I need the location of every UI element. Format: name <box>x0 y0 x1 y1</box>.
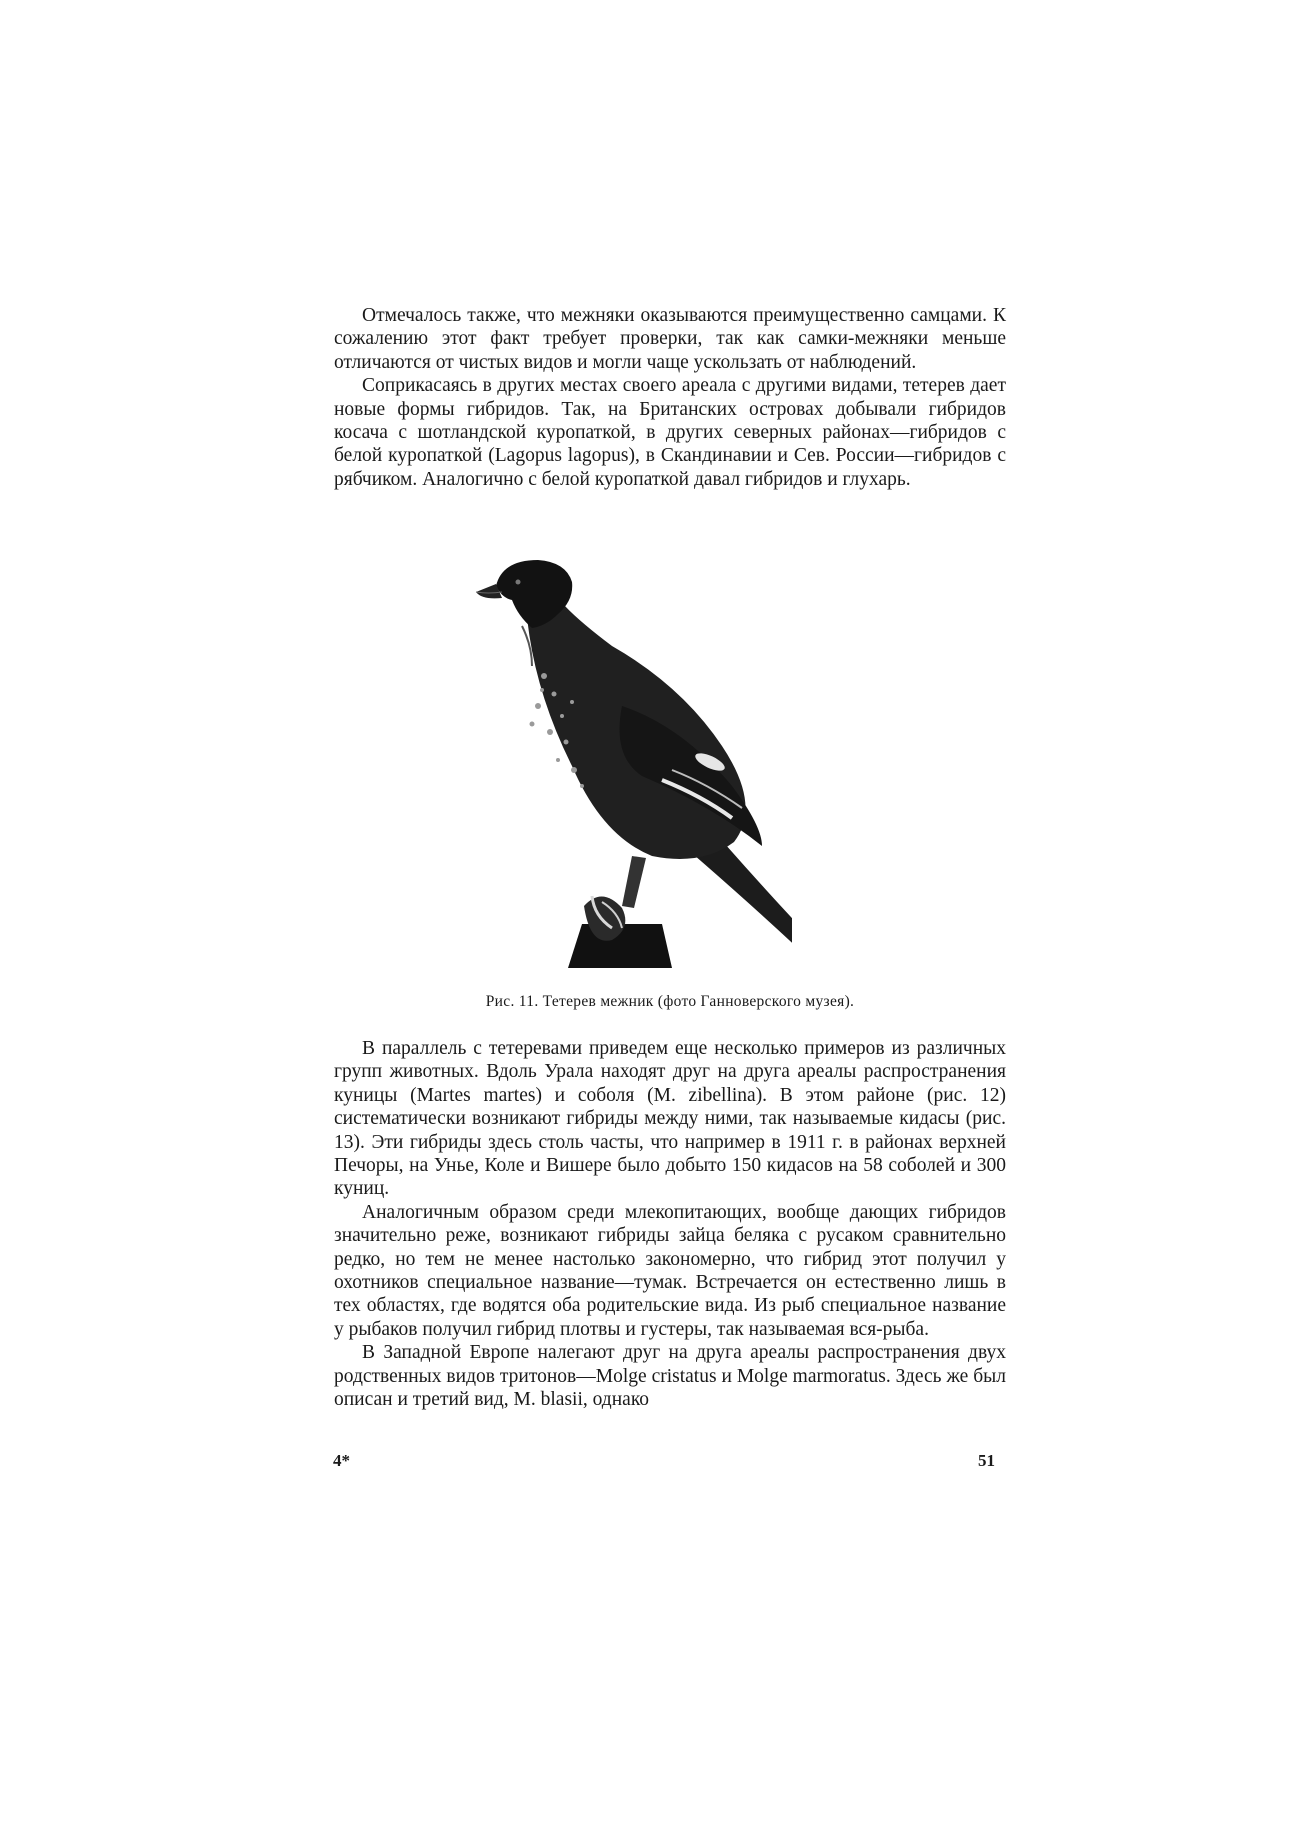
text-block-top <box>334 304 1006 491</box>
signature-mark: 4* <box>333 1451 350 1470</box>
bird-photo <box>462 556 792 968</box>
text-block-bottom <box>334 1037 1006 1412</box>
paragraph: Отмечалось также, что межняки оказываются преимущественно самцами. К сожалению этот факт требует проверки, так как самки-межняки меньше отличаются от чистых видов и могли чаще ускользать от наблюдений. <box>334 305 1006 373</box>
page-number: 51 <box>978 1451 995 1470</box>
paragraph: Соприкасаясь в других местах своего ареала с другими видами, тетерев дает новые формы гибридов. Так, на Британских островах добывали гибридов косача с шотландской куропаткой, в других северных районах—гибридов с белой куропаткой (Lagopus lagopus), в Скандинавии и Сев. России—гибридов с рябчиком. Аналогично с белой куропаткой давал гибридов и глухарь. <box>334 375 1006 490</box>
black-grouse-hybrid-illustration <box>462 556 792 968</box>
paragraph: В параллель с тетеревами приведем еще несколько примеров из различных групп животных. Вдоль Урала находят друг на друга ареалы распространения куницы (Martes martes) и соболя (M. zibellina). В этом районе (рис. 12) систематически возникают гибриды между ними, так называемые кидасы (рис. 13). Эти гибриды здесь столь часты, что например в 1911 г. в районах верхней Печоры, на Унье, Коле и Вишере было добыто 150 кидасов на 58 соболей и 300 куниц. <box>334 1038 1006 1200</box>
figure-caption: Рис. 11. Тетерев межник (фото Ганноверского музея). <box>485 993 855 1010</box>
paragraph: В Западной Европе налегают друг на друга ареалы распространения двух родственных видов тритонов—Molge cristatus и Molge marmoratus. Здесь же был описан и третий вид, M. blasii, однако <box>334 1342 1006 1411</box>
paragraph: Аналогичным образом среди млекопитающих, вообще дающих гибридов значительно реже, возникают гибриды зайца беляка с русаком сравнительно редко, но тем не менее настолько закономерно, что гибрид этот получил у охотников специальное название—тумак. Встречается он естественно лишь в тех областях, где водятся оба родительские вида. Из рыб специальное название у рыбаков получил гибрид плотвы и густеры, так называемая вся-рыба. <box>334 1201 1006 1340</box>
